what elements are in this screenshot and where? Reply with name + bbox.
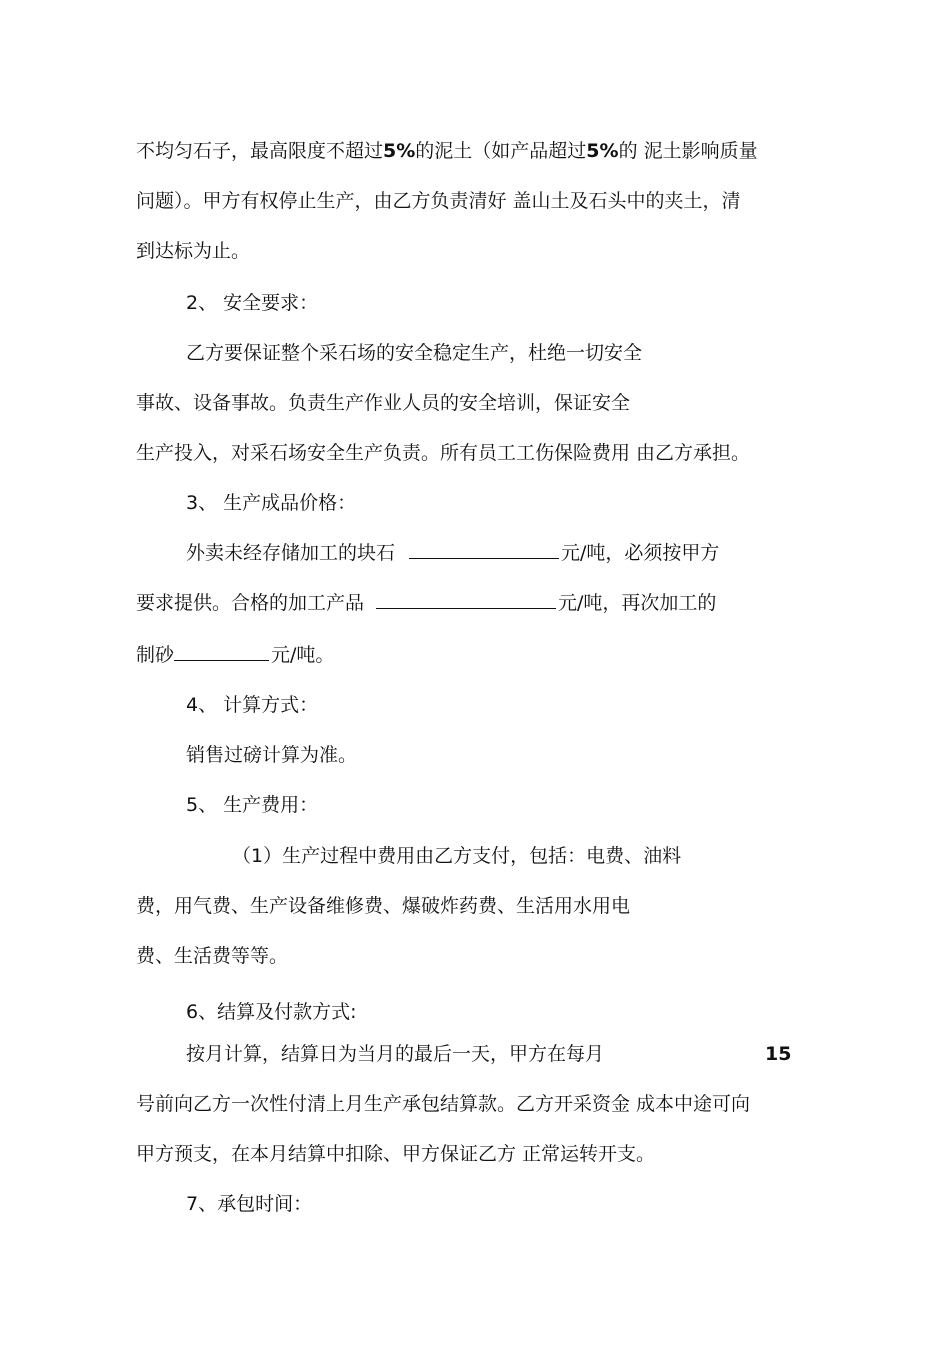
s3-line2: [136, 590, 716, 616]
text-span: 元/吨，必须按甲方: [561, 542, 720, 564]
s6-line3: 甲方预支，在本月结算中扣除、甲方保证乙方 正常运转开支。: [136, 1143, 656, 1165]
p1-line1: [136, 138, 758, 164]
price-blank[interactable]: [409, 540, 559, 559]
percent-value: 5%: [586, 140, 619, 162]
section-6-heading: 6、结算及付款方式:: [186, 1001, 357, 1023]
s2-line3: 生产投入，对采石场安全生产负责。所有员工工伤保险费用 由乙方承担。: [136, 442, 751, 464]
s3-line3: [136, 642, 334, 668]
p1-line2: 问题）。甲方有权停止生产，由乙方负责清好 盖山土及石头中的夹土，清: [136, 190, 741, 212]
s5-line2: 费，用气费、生产设备维修费、爆破炸药费、生活用水用电: [136, 895, 631, 917]
s2-line1: 乙方要保证整个采石场的安全稳定生产，杜绝一切安全: [186, 342, 643, 364]
s6-line2: 号前向乙方一次性付清上月生产承包结算款。乙方开采资金 成本中途可向: [136, 1093, 751, 1115]
s6-line1: 按月计算，结算日为当月的最后一天，甲方在每月: [186, 1043, 605, 1065]
text-span: 制砂: [136, 644, 175, 666]
text-span: 不均匀石子，最高限度不超过: [136, 140, 384, 162]
section-5-heading: 5、 生产费用：: [186, 794, 319, 816]
text-span: 的 泥土影响质量: [618, 140, 758, 162]
p1-line3: 到达标为止。: [136, 240, 251, 262]
s2-line2: 事故、设备事故。负责生产作业人员的安全培训，保证安全: [136, 392, 631, 414]
text-span: 的泥土（如产品超过: [415, 140, 587, 162]
price-blank[interactable]: [174, 642, 269, 661]
text-span: 要求提供。合格的加工产品: [136, 592, 365, 614]
s3-line1: [186, 540, 719, 566]
s4-line1: 销售过磅计算为准。: [186, 744, 358, 766]
text-span: 元/吨。: [271, 644, 335, 666]
s5-line3: 费、生活费等等。: [136, 945, 289, 967]
s5-line1: （1）生产过程中费用由乙方支付，包括：电费、油料: [232, 845, 682, 867]
s6-day-number: 15: [765, 1043, 792, 1065]
section-2-heading: 2、 安全要求：: [186, 292, 319, 314]
text-span: 外卖未经存储加工的块石: [186, 542, 396, 564]
text-span: 元/吨，再次加工的: [558, 592, 717, 614]
section-4-heading: 4、 计算方式：: [186, 694, 319, 716]
section-7-heading: 7、承包时间：: [186, 1193, 313, 1215]
section-3-heading: 3、 生产成品价格：: [186, 492, 357, 514]
percent-value: 5%: [383, 140, 416, 162]
price-blank[interactable]: [376, 590, 556, 609]
